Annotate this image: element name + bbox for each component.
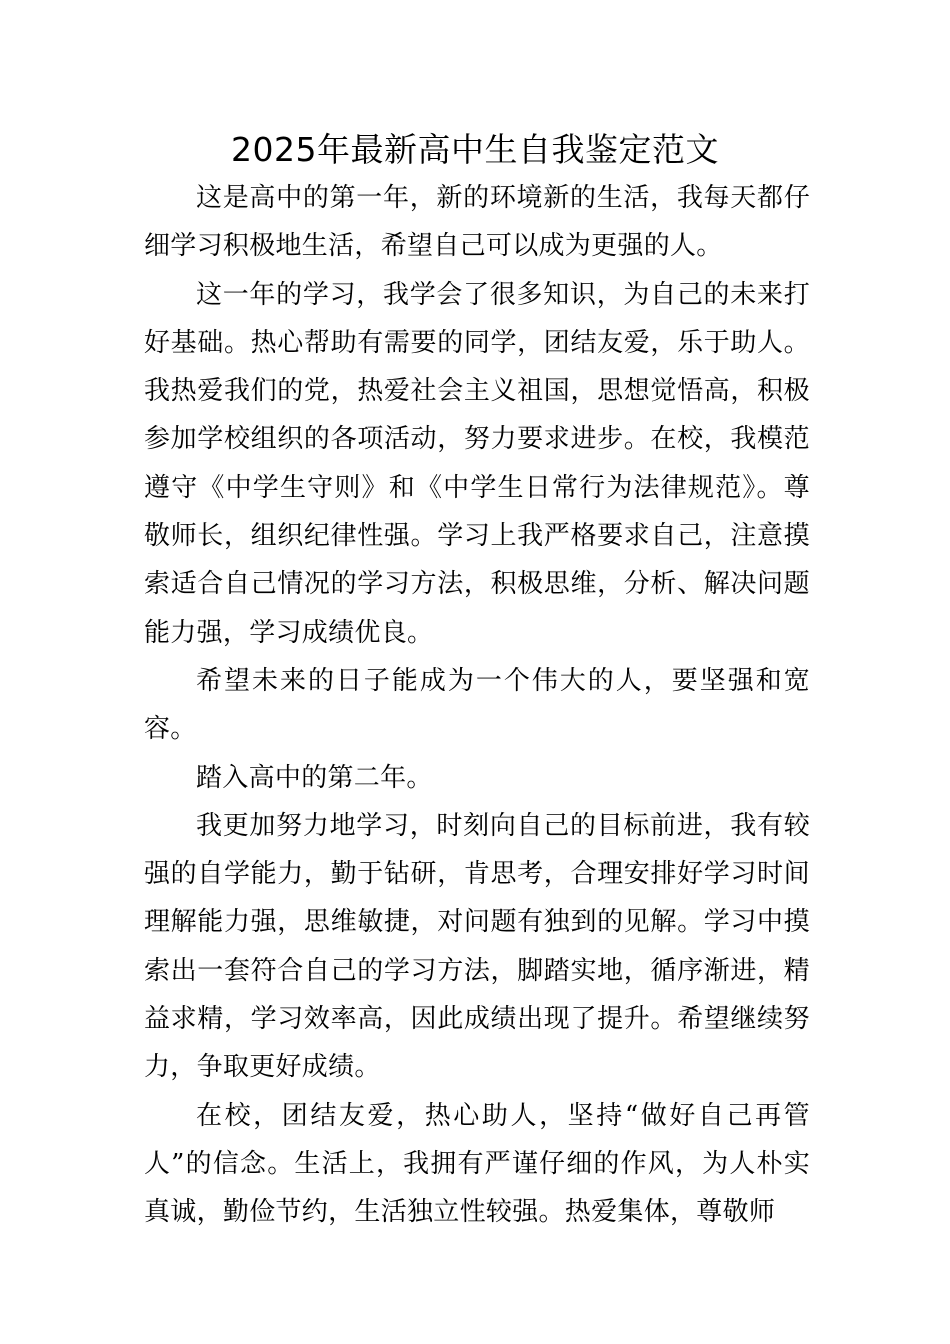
paragraph: 这是高中的第一年，新的环境新的生活，我每天都仔细学习积极地生活，希望自己可以成为更强的人。 bbox=[144, 183, 810, 262]
paragraph: 这一年的学习，我学会了很多知识，为自己的未来打好基础。热心帮助有需要的同学，团结友爱，乐于助人。我热爱我们的党，热爱社会主义祖国，思想觉悟高，积极参加学校组织的各项活动，努力要求进步。在校，我模范遵守《中学生守则》和《中学生日常行为法律规范》。尊敬师长，组织纪律性强。学习上我严格要求自己，注意摸索适合自己情况的学习方法，积极思维，分析、解决问题能力强，学习成绩优良。 bbox=[144, 279, 810, 648]
paragraph: 我更加努力地学习，时刻向自己的目标前进，我有较强的自学能力，勤于钻研，肯思考，合理安排好学习时间理解能力强，思维敏捷，对问题有独到的见解。学习中摸索出一套符合自己的学习方法，脚踏实地，循序渐进，精益求精，学习效率高，因此成绩出现了提升。希望继续努力，争取更好成绩。 bbox=[144, 810, 810, 1083]
paragraph: 在校，团结友爱，热心助人，坚持“做好自己再管人”的信念。生活上，我拥有严谨仔细的作风，为人朴实真诚，勤俭节约，生活独立性较强。热爱集体，尊敬师 bbox=[144, 1100, 810, 1228]
paragraph: 希望未来的日子能成为一个伟大的人，要坚强和宽容。 bbox=[144, 665, 810, 745]
document-body bbox=[144, 174, 810, 1237]
paragraph: 踏入高中的第二年。 bbox=[196, 762, 433, 793]
document-title: 2025年最新高中生自我鉴定范文 bbox=[231, 130, 719, 169]
